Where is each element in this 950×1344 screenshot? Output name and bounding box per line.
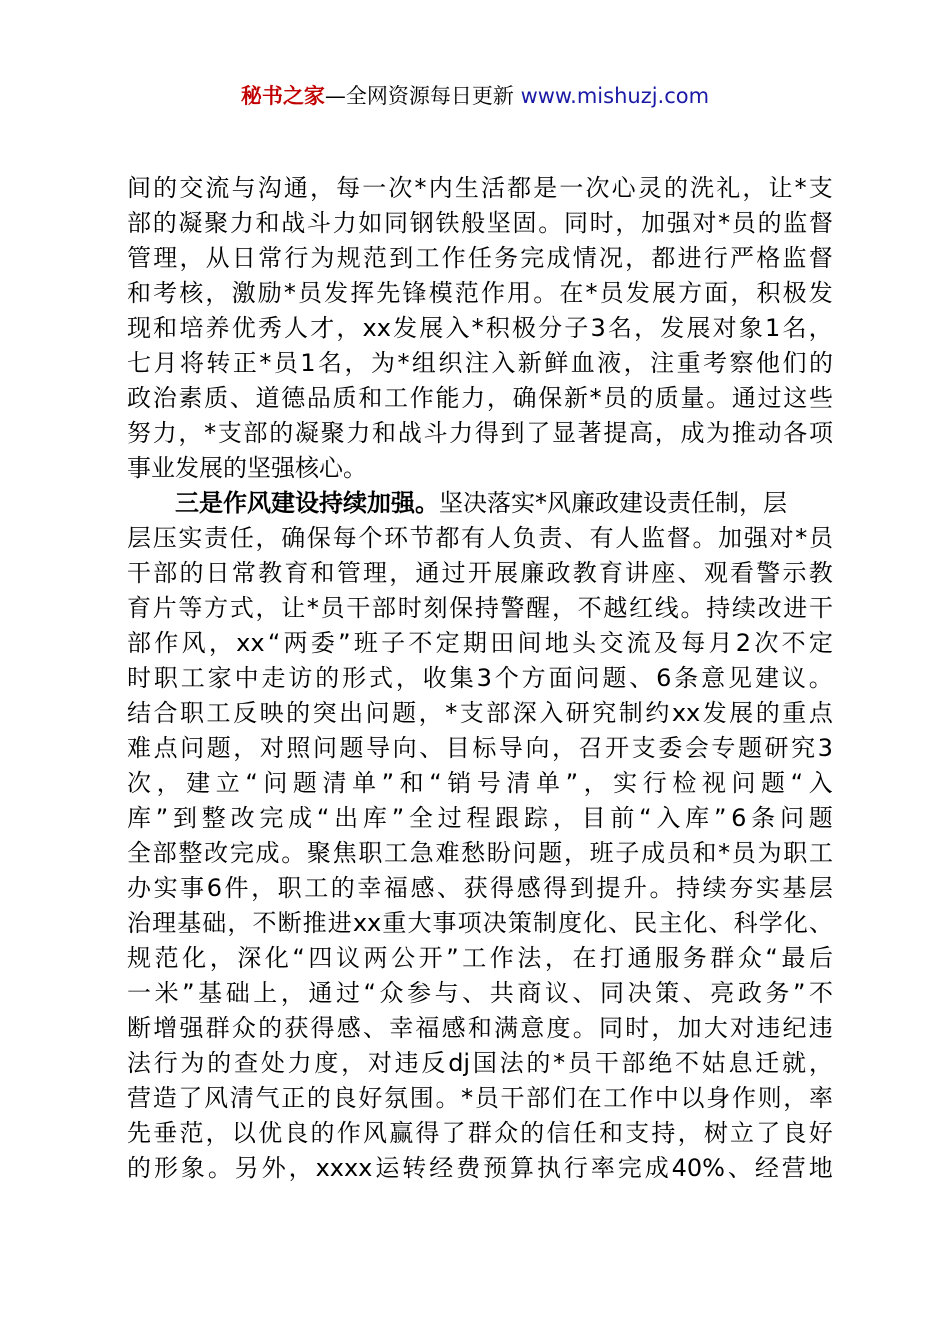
text-line: 现 和 培 养 优 秀 人 才 ， xx 发 展 入 * 积 极 分 子 3 名 ， 发 展 对 象 1 名 ，	[127, 314, 833, 342]
text-line: 层 压 实 责 任 ， 确 保 每 个 环 节 都 有 人 负 责 、 有 人 监 督 。 加 强 对 * 员	[127, 524, 833, 552]
document-body	[127, 171, 833, 1186]
text-line: 难 点 问 题 ， 对 照 问 题 导 向 、 目 标 导 向 ， 召 开 支 委 会 专 题 研 究 3	[127, 734, 833, 762]
text-line: 营 造 了 风 清 气 正 的 良 好 氛 围 。 * 员 干 部 们 在 工 作 中 以 身 作 则 ， 率	[127, 1084, 833, 1112]
text-line: 先 垂 范 ， 以 优 良 的 作 风 赢 得 了 群 众 的 信 任 和 支 持 ， 树 立 了 良 好	[127, 1119, 833, 1147]
site-header	[0, 82, 950, 110]
text-line: 时 职 工 家 中 走 访 的 形 式 ， 收 集 3 个 方 面 问 题 、 6 条 意 见 建 议 。	[127, 664, 833, 692]
text-line: 结 合 职 工 反 映 的 突 出 问 题 ， * 支 部 深 入 研 究 制 约 xx 发 展 的 重 点	[127, 699, 833, 727]
text-line: 治 理 基 础 ， 不 断 推 进 xx 重 大 事 项 决 策 制 度 化 、 民 主 化 、 科 学 化 、	[127, 909, 833, 937]
text-line: 政 治 素 质 、 道 德 品 质 和 工 作 能 力 ， 确 保 新 * 员 的 质 量 。 通 过 这 些	[127, 384, 833, 412]
site-url-link[interactable]: www.mishuzj.com	[520, 84, 710, 108]
text-line: 努 力 ， * 支 部 的 凝 聚 力 和 战 斗 力 得 到 了 显 著 提 高 ， 成 为 推 动 各 项	[127, 419, 833, 447]
text-line: 部 的 凝 聚 力 和 战 斗 力 如 同 钢 铁 般 坚 固 。 同 时 ， 加 强 对 * 员 的 监 督	[127, 209, 833, 237]
text-line-rest: 坚决落实*风廉政建设责任制，层	[439, 489, 787, 517]
header-dash: —	[324, 84, 346, 108]
text-line: 部 作 风 ， xx “ 两 委 ” 班 子 不 定 期 田 间 地 头 交 流 及 每 月 2 次 不 定	[127, 629, 833, 657]
text-line: 育 片 等 方 式 ， 让 * 员 干 部 时 刻 保 持 警 醒 ， 不 越 红 线 。 持 续 改 进 干	[127, 594, 833, 622]
text-line: 干 部 的 日 常 教 育 和 管 理 ， 通 过 开 展 廉 政 教 育 讲 座 、 观 看 警 示 教	[127, 559, 833, 587]
section-heading: 三是作风建设持续加强。	[175, 489, 439, 517]
paragraph-first-line	[127, 486, 833, 521]
text-line: 规 范 化 ， 深 化 “ 四 议 两 公 开 ” 工 作 法 ， 在 打 通 服 务 群 众 “ 最 后	[127, 944, 833, 972]
text-line: 管 理 ， 从 日 常 行 为 规 范 到 工 作 任 务 完 成 情 况 ， 都 进 行 严 格 监 督	[127, 244, 833, 272]
text-line: 间 的 交 流 与 沟 通 ， 每 一 次 * 内 生 活 都 是 一 次 心 灵 的 洗 礼 ， 让 * 支	[127, 174, 833, 202]
text-line: 断 增 强 群 众 的 获 得 感 、 幸 福 感 和 满 意 度 。 同 时 ， 加 大 对 违 纪 违	[127, 1014, 833, 1042]
text-line: 和 考 核 ， 激 励 * 员 发 挥 先 锋 模 范 作 用 。 在 * 员 发 展 方 面 ， 积 极 发	[127, 279, 833, 307]
text-line: 七 月 将 转 正 * 员 1 名 ， 为 * 组 织 注 入 新 鲜 血 液 ， 注 重 考 察 他 们 的	[127, 349, 833, 377]
text-line: 法 行 为 的 查 处 力 度 ， 对 违 反 dj 国 法 的 * 员 干 部 绝 不 姑 息 迁 就 ，	[127, 1049, 833, 1077]
site-brand: 秘书之家	[240, 84, 325, 108]
text-line: 一 米 ” 基 础 上 ， 通 过 “ 众 参 与 、 共 商 议 、 同 决 策 、 亮 政 务 ” 不	[127, 979, 833, 1007]
site-tagline: 全网资源每日更新	[345, 84, 514, 108]
text-line: 次 ， 建 立 “ 问 题 清 单 ” 和 “ 销 号 清 单 ” ， 实 行 检 视 问 题 “ 入	[127, 769, 833, 797]
text-line: 办 实 事 6 件 ， 职 工 的 幸 福 感 、 获 得 感 得 到 提 升 。 持 续 夯 实 基 层	[127, 874, 833, 902]
text-line: 全 部 整 改 完 成 。 聚 焦 职 工 急 难 愁 盼 问 题 ， 班 子 成 员 和 * 员 为 职 工	[127, 839, 833, 867]
text-line: 库 ” 到 整 改 完 成 “ 出 库 ” 全 过 程 跟 踪 ， 目 前 “ 入 库 ” 6 条 问 题	[127, 804, 833, 832]
text-line: 的 形 象 。 另 外 ， xxxx 运 转 经 费 预 算 执 行 率 完 成 40% 、 经 营 地	[127, 1154, 833, 1182]
text-line: 事业发展的坚强核心。	[127, 454, 367, 482]
